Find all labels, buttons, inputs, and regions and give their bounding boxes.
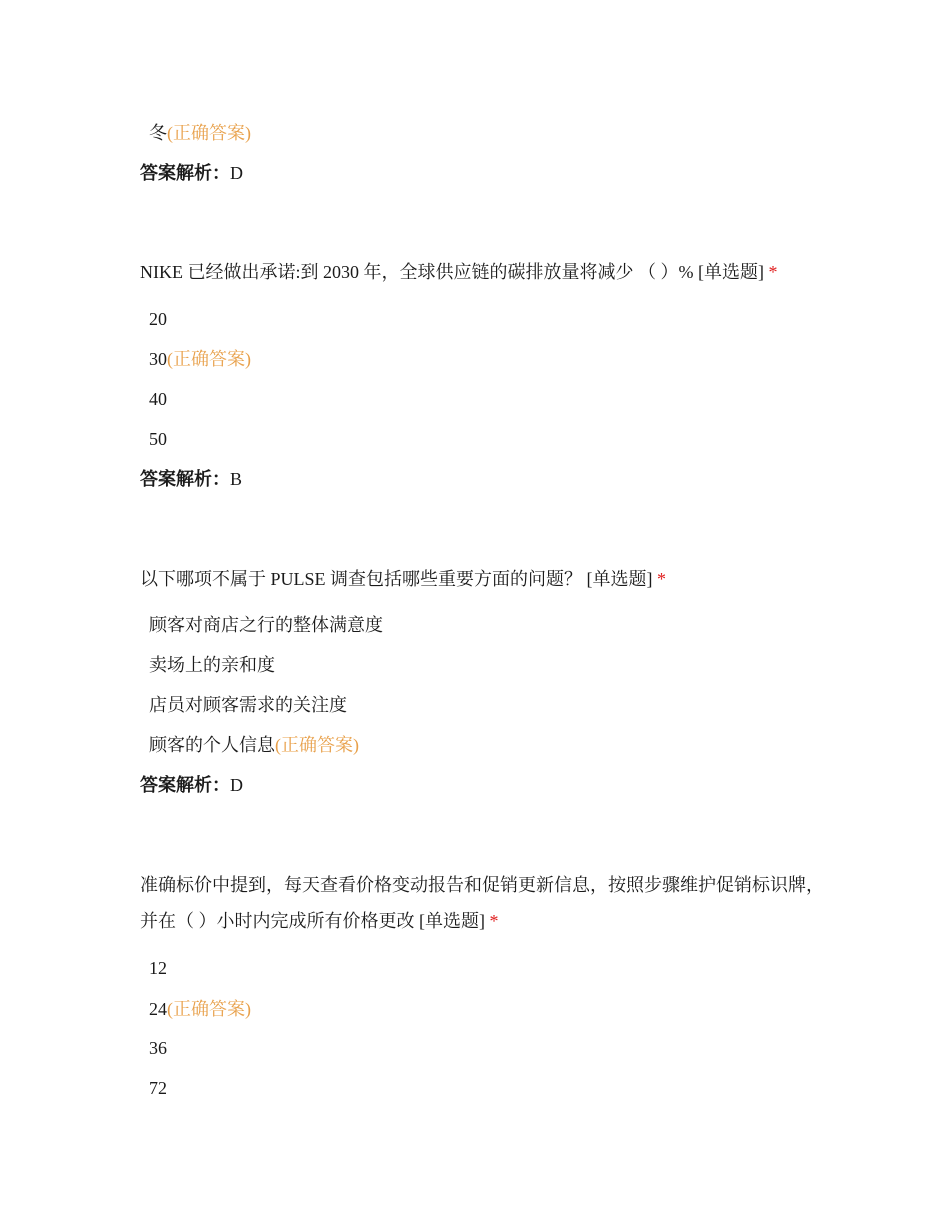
option-item (149, 956, 167, 980)
option-text: 72 (149, 1078, 167, 1098)
option-text: 40 (149, 389, 167, 409)
answer-analysis (140, 467, 242, 491)
correct-answer-tag: (正确答案) (167, 349, 251, 369)
answer-analysis (140, 773, 243, 797)
question-text: 以下哪项不属于 PULSE 调查包括哪些重要方面的问题？ [单选题] (140, 569, 653, 589)
analysis-value: B (230, 469, 243, 489)
option-item (149, 733, 359, 757)
option-item (149, 613, 383, 637)
option-item (149, 347, 251, 371)
analysis-label: 答案解析： (140, 775, 230, 795)
required-mark: * (657, 569, 666, 589)
analysis-label: 答案解析： (140, 163, 230, 183)
correct-answer-tag: (正确答案) (167, 999, 251, 1019)
option-text: 12 (149, 958, 167, 978)
question-title (140, 867, 830, 939)
option-text: 36 (149, 1038, 167, 1058)
analysis-value: D (230, 163, 243, 183)
option-item (149, 387, 167, 411)
option-item (149, 653, 275, 677)
question-title (140, 260, 777, 284)
question-text: 准确标价中提到，每天查看价格变动报告和促销更新信息，按照步骤维护促销标识牌，并在（ ）小时内完成所有价格更改 [单选题] (140, 875, 824, 931)
option-item (149, 1036, 167, 1060)
question-text: NIKE 已经做出承诺:到 2030 年，全球供应链的碳排放量将减少 （ ）% [单选题] (140, 262, 764, 282)
correct-answer-tag: (正确答案) (167, 123, 251, 143)
option-text: 24 (149, 999, 167, 1019)
option-text: 冬 (149, 123, 167, 143)
option-text: 顾客对商店之行的整体满意度 (149, 615, 383, 635)
option-item (149, 121, 251, 145)
option-text: 50 (149, 429, 167, 449)
analysis-value: D (230, 775, 243, 795)
option-text: 顾客的个人信息 (149, 735, 275, 755)
option-item (149, 997, 251, 1021)
option-item (149, 307, 167, 331)
option-text: 30 (149, 349, 167, 369)
analysis-label: 答案解析： (140, 469, 230, 489)
option-text: 卖场上的亲和度 (149, 655, 275, 675)
option-item (149, 693, 347, 717)
option-text: 店员对顾客需求的关注度 (149, 695, 347, 715)
required-mark: * (768, 262, 778, 282)
correct-answer-tag: (正确答案) (275, 735, 359, 755)
required-mark: * (489, 911, 499, 931)
option-text: 20 (149, 309, 167, 329)
option-item (149, 1076, 167, 1100)
question-title (140, 567, 666, 591)
answer-analysis (140, 161, 243, 185)
option-item (149, 427, 167, 451)
